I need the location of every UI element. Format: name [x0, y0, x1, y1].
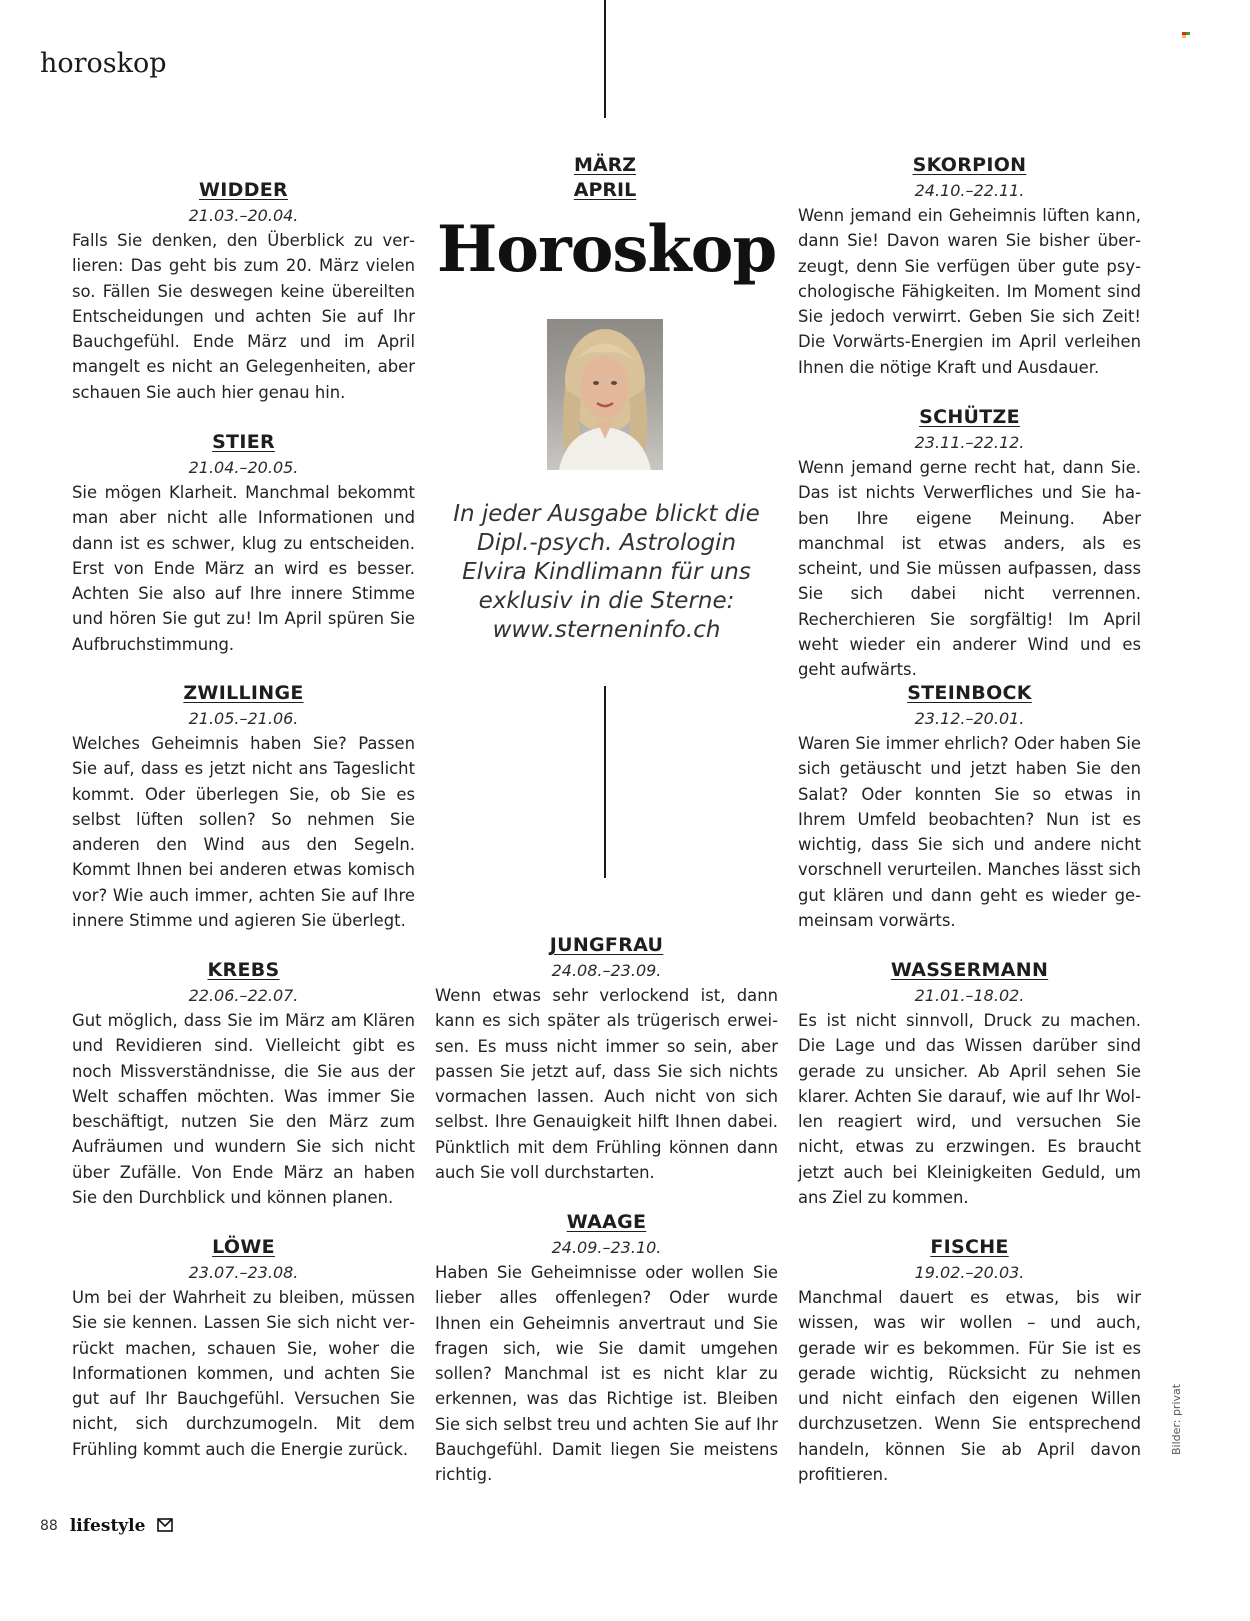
- sign-jungfrau: [435, 933, 778, 1185]
- sign-zwillinge: [72, 681, 415, 933]
- month-april: APRIL: [573, 179, 637, 201]
- sign-text: Waren Sie immer ehrlich? Oder haben Sie sich getäuscht und jetzt haben Sie den Salat? Oder konnten Sie so etwas in Ihrem Umfeld beobachten? Nun ist es wichtig, dass Sie sich und andere nicht vorschnell verurteilen. Manches lässt sich gut klären und dann geht es wieder gemeinsam vorwärts.: [798, 734, 1141, 931]
- sign-steinbock: [798, 681, 1141, 933]
- photo-credit: Bilder: privat: [1170, 1383, 1183, 1455]
- astrologer-portrait: [547, 319, 663, 470]
- sign-text: Welches Geheimnis haben Sie? Passen Sie auf, dass es jetzt nicht ans Tageslicht kommt. Oder überlegen Sie, ob Sie es selbst lüften sollen? So nehmen Sie anderen den Wind aus den Segeln. Kommt Ihnen bei anderen etwas komisch vor? Wie auch immer, achten Sie auf Ihre innere Stimme und agieren Sie überlegt.: [72, 734, 415, 931]
- sign-name: WAAGE: [566, 1211, 647, 1233]
- sign-dates: 23.12.–20.01.: [914, 709, 1025, 728]
- sign-text: Falls Sie denken, den Überblick zu verlieren: Das geht bis zum 20. März vielen so. Fällen Sie deswegen keine übereilten Entscheidungen und achten Sie auf Ihr Bauchgefühl. Ende März und im April mangelt es nicht an Gelegenheiten, aber schauen Sie auch hier genau hin.: [72, 231, 415, 402]
- sign-name: STIER: [212, 431, 275, 453]
- sign-stier: [72, 430, 415, 657]
- middle-divider: [604, 686, 606, 878]
- page-footer: [40, 1516, 173, 1536]
- sign-loewe: [72, 1235, 415, 1462]
- sign-text: Gut möglich, dass Sie im März am Klären und Revidieren sind. Vielleicht gibt es noch Missverständnisse, die Sie aus der Welt schaffen möchten. Was immer Sie beschäftigt, nutzen Sie den März zum Aufräumen und wundern Sie sich nicht über Zufälle. Von Ende März an haben Sie den Durchblick und können planen.: [72, 1011, 415, 1208]
- sign-name: JUNGFRAU: [549, 934, 664, 956]
- sign-text: Manchmal dauert es etwas, bis wir wissen, was wir wollen – und auch, gerade wir es bekommen. Für Sie ist es gerade wichtig, Rücksicht zu nehmen und nicht einfach den eigenen Willen durchzusetzen. Wenn Sie entsprechend handeln, können Sie ab April davon profitieren.: [798, 1288, 1141, 1485]
- sign-dates: 22.06.–22.07.: [188, 986, 299, 1005]
- sign-name: LÖWE: [212, 1236, 275, 1258]
- envelope-icon: [157, 1517, 173, 1536]
- sign-dates: 24.09.–23.10.: [551, 1238, 662, 1257]
- brand-logo: lifestyle: [69, 1516, 146, 1536]
- sign-name: KREBS: [207, 959, 280, 981]
- sign-dates: 24.08.–23.09.: [551, 961, 662, 980]
- page-number: 88: [40, 1518, 58, 1534]
- sign-name: WIDDER: [199, 179, 288, 201]
- section-label: horoskop: [40, 48, 167, 79]
- sign-text: Wenn jemand gerne recht hat, dann Sie. Das ist nichts Verwerfliches und Sie haben Ihre eigene Meinung. Aber manchmal ist etwas anders, als es scheint, und Sie müssen aufpassen, dass Sie sich dabei nicht verrennen. Recherchieren Sie sorgfältig! Im April weht wieder ein anderer Wind und es geht aufwärts.: [798, 458, 1141, 680]
- color-mark-icon: [1182, 32, 1191, 39]
- sign-dates: 21.03.–20.04.: [188, 206, 299, 225]
- sign-dates: 23.11.–22.12.: [914, 433, 1025, 452]
- sign-wassermann: [798, 958, 1141, 1210]
- sign-dates: 21.01.–18.02.: [914, 986, 1025, 1005]
- page-title: Horoskop: [436, 212, 777, 287]
- sign-dates: 21.04.–20.05.: [188, 458, 299, 477]
- sign-dates: 23.07.–23.08.: [188, 1263, 299, 1282]
- sign-fische: [798, 1235, 1141, 1487]
- sign-dates: 24.10.–22.11.: [914, 181, 1025, 200]
- sign-text: Sie mögen Klarheit. Manchmal bekommt man aber nicht alle Informationen und dann ist es schwer, klug zu entscheiden. Erst von Ende März an wird es besser. Achten Sie also auf Ihre innere Stimme und hören Sie gut zu! Im April spüren Sie Aufbruchstimmung.: [72, 483, 415, 654]
- sign-dates: 21.05.–21.06.: [188, 709, 299, 728]
- sign-skorpion: [798, 153, 1141, 380]
- sign-text: Haben Sie Geheimnisse oder wollen Sie lieber alles offenlegen? Oder wurde Ihnen ein Geheimnis anvertraut und Sie fragen sich, wie Sie damit umgehen sollen? Manchmal ist es nicht klar zu erkennen, was das Richtige ist. Bleiben Sie sich selbst treu und achten Sie auf Ihr Bauchgefühl. Damit liegen Sie meistens richtig.: [435, 1263, 778, 1485]
- intro-text: In jeder Ausgabe blickt die Dipl.-psych. Astrologin Elvira Kindlimann für uns exklusiv in die Sterne: www.sterneninfo.ch: [435, 500, 778, 645]
- sign-schuetze: [798, 405, 1141, 683]
- sign-name: SKORPION: [912, 154, 1027, 176]
- sign-text: Wenn jemand ein Geheimnis lüften kann, dann Sie! Davon waren Sie bisher überzeugt, denn Sie verfügen über gute psychologische Fähigkeiten. Im Moment sind Sie jedoch verwirrt. Geben Sie sich Zeit! Die Vorwärts-Energien im April verleihen Ihnen die nötige Kraft und Ausdauer.: [798, 206, 1141, 377]
- website-link[interactable]: www.sterneninfo.ch: [492, 617, 721, 643]
- sign-name: WASSERMANN: [890, 959, 1049, 981]
- sign-text: Wenn etwas sehr verlockend ist, dann kann es sich später als trügerisch erweisen. Es muss nicht immer so sein, aber passen Sie jetzt auf, dass Sie sich nichts vormachen lassen. Auch nicht von sich selbst. Ihre Genauigkeit hilft Ihnen dabei. Pünktlich mit dem Frühling können dann auch Sie voll durchstarten.: [435, 986, 778, 1183]
- sign-text: Um bei der Wahrheit zu bleiben, müssen Sie sie kennen. Lassen Sie sich nicht verrückt machen, schauen Sie, woher die Informationen kommen, und achten Sie gut auf Ihr Bauchgefühl. Versuchen Sie nicht, sich durchzumogeln. Mit dem Frühling kommt auch die Energie zurück.: [72, 1288, 415, 1459]
- month-maerz: MÄRZ: [573, 154, 637, 176]
- sign-name: SCHÜTZE: [919, 406, 1020, 428]
- sign-widder: [72, 178, 415, 405]
- sign-krebs: [72, 958, 415, 1210]
- sign-text: Es ist nicht sinnvoll, Druck zu machen. Die Lage und das Wissen darüber sind gerade zu unsicher. Ab April sehen Sie klarer. Achten Sie darauf, wie auf Ihr Wollen reagiert wird, und versuchen Sie nicht, etwas zu erzwingen. Es braucht jetzt auch bei Kleinigkeiten Geduld, um ans Ziel zu kommen.: [798, 1011, 1141, 1208]
- sign-name: ZWILLINGE: [183, 682, 304, 704]
- sign-waage: [435, 1210, 778, 1488]
- top-divider: [604, 0, 606, 118]
- sign-dates: 19.02.–20.03.: [914, 1263, 1025, 1282]
- sign-name: STEINBOCK: [907, 682, 1032, 704]
- sign-name: FISCHE: [930, 1236, 1009, 1258]
